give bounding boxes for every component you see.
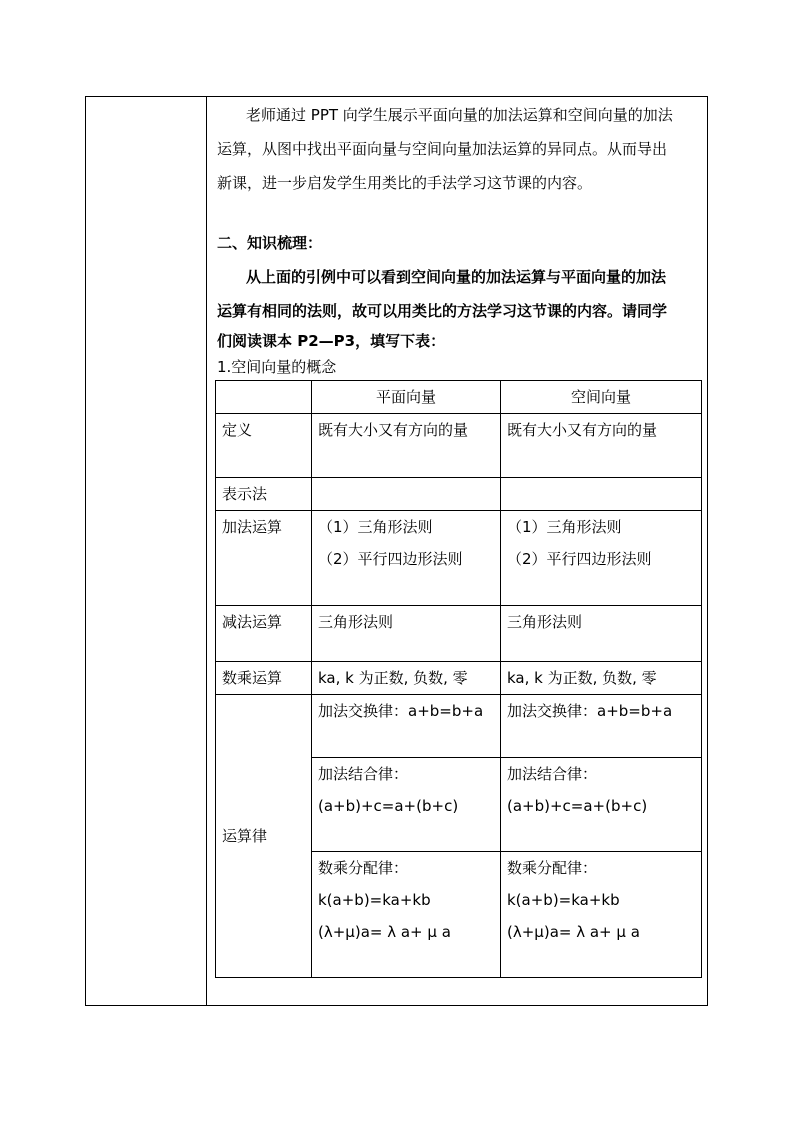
intro-line-3: 新课，进一步启发学生用类比的手法学习这节课的内容。 [217, 174, 593, 192]
commutative-space: 加法交换律：a+b=b+a [501, 695, 702, 758]
addition-plane: （1）三角形法则 （2）平行四边形法则 [312, 511, 501, 606]
section-heading: 二、知识梳理： [217, 234, 323, 252]
intro-line-2: 运算，从图中找出平面向量与空间向量加法运算的异同点。从而导出 [217, 140, 668, 158]
addition-space: （1）三角形法则 （2）平行四边形法则 [501, 511, 702, 606]
commutative-plane: 加法交换律：a+b=b+a [312, 695, 501, 758]
vector-comparison-table [215, 380, 702, 978]
definition-row [216, 414, 702, 478]
scalar-plane: ka, k 为正数, 负数, 零 [312, 662, 501, 695]
addition-label: 加法运算 [216, 511, 312, 606]
subtraction-label: 减法运算 [216, 606, 312, 662]
header-space-vector: 空间向量 [501, 381, 702, 414]
header-empty-cell [216, 381, 312, 414]
section-text-line-1: 从上面的引例中可以看到空间向量的加法运算与平面向量的加法 [246, 268, 667, 286]
section-text-line-2: 运算有相同的法则，故可以用类比的方法学习这节课的内容。请同学 [217, 302, 668, 320]
definition-plane: 既有大小又有方向的量 [312, 414, 501, 478]
left-column [86, 97, 207, 1005]
notation-space [501, 478, 702, 511]
distributive-plane: 数乘分配律： k(a+b)=ka+kb (λ+μ)a= λ a+ μ a [312, 852, 501, 978]
scalar-space: ka, k 为正数, 负数, 零 [501, 662, 702, 695]
header-row [216, 381, 702, 414]
lesson-plan-frame [85, 96, 708, 1006]
definition-label: 定义 [216, 414, 312, 478]
subtraction-row [216, 606, 702, 662]
notation-plane [312, 478, 501, 511]
scalar-row [216, 662, 702, 695]
section-text-line-3: 们阅读课本 P2—P3，填写下表： [217, 332, 446, 350]
distributive-space: 数乘分配律： k(a+b)=ka+kb (λ+μ)a= λ a+ μ a [501, 852, 702, 978]
subtraction-plane: 三角形法则 [312, 606, 501, 662]
table-caption: 1.空间向量的概念 [217, 358, 337, 376]
associative-space: 加法结合律： (a+b)+c=a+(b+c) [501, 758, 702, 852]
subtraction-space: 三角形法则 [501, 606, 702, 662]
header-plane-vector: 平面向量 [312, 381, 501, 414]
notation-row [216, 478, 702, 511]
addition-row [216, 511, 702, 606]
intro-line-1: 老师通过 PPT 向学生展示平面向量的加法运算和空间向量的加法 [246, 106, 673, 124]
laws-label: 运算律 [216, 695, 312, 978]
commutative-row [216, 695, 702, 758]
scalar-label: 数乘运算 [216, 662, 312, 695]
associative-plane: 加法结合律： (a+b)+c=a+(b+c) [312, 758, 501, 852]
definition-space: 既有大小又有方向的量 [501, 414, 702, 478]
notation-label: 表示法 [216, 478, 312, 511]
